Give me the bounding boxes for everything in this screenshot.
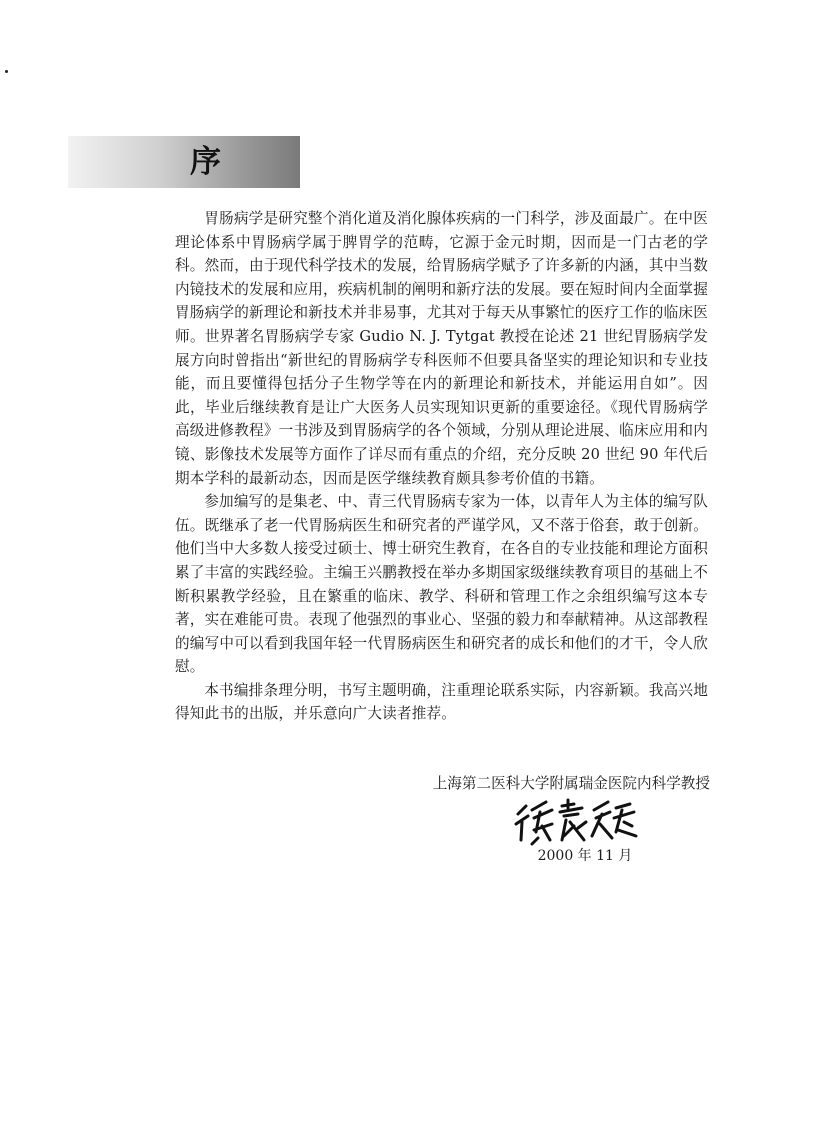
author-affiliation: 上海第二医科大学附属瑞金医院内科学教授 bbox=[432, 775, 710, 792]
preface-body bbox=[175, 207, 708, 726]
scan-artifact-dot bbox=[5, 70, 8, 73]
page-title: 序 bbox=[190, 144, 222, 180]
signature-date: 2000 年 11 月 bbox=[537, 848, 633, 864]
header-band bbox=[68, 136, 300, 188]
paragraph-3: 本书编排条理分明，书写主题明确，注重理论联系实际，内容新颖。我高兴地得知此书的出版，并乐意向广大读者推荐。 bbox=[175, 681, 708, 723]
paragraph-2: 参加编写的是集老、中、青三代胃肠病专家为一体，以青年人为主体的编写队伍。既继承了老一代胃肠病医生和研究者的严谨学风，又不落于俗套，敢于创新。他们当中大多数人接受过硕士、博士研究生教育，在各自的专业技能和理论方面积累了丰富的实践经验。主编王兴鹏教授在举办多期国家级继续教育项目的基础上不断积累教学经验，且在繁重的临床、教学、科研和管理工作之余组织编写这本专著，实在难能可贵。表现了他强烈的事业心、坚强的毅力和奉献精神。从这部教程的编写中可以看到我国年轻一代胃肠病医生和研究者的成长和他们的才干，令人欣慰。 bbox=[175, 493, 708, 676]
paragraph-1: 胃肠病学是研究整个消化道及消化腺体疾病的一门科学，涉及面最广。在中医理论体系中胃肠病学属于脾胃学的范畴，它源于金元时期，因而是一门古老的学科。然而，由于现代科学技术的发展，给胃肠病学赋予了许多新的内涵，其中当数内镜技术的发展和应用，疾病机制的阐明和新疗法的发展。要在短时间内全面掌握胃肠病学的新理论和新技术并非易事，尤其对于每天从事繁忙的医疗工作的临床医师。世界著名胃肠病学专家 Gudio N. J. Tytgat 教授在论述 21 世纪胃肠病学发展方向时曾指出“新世纪的胃肠病学专科医师不但要具备坚实的理论知识和专业技能，而且要懂得包括分子生物学等在内的新理论和新技术，并能运用自如”。因此，毕业后继续教育是让广大医务人员实现知识更新的重要途径。《现代胃肠病学高级进修教程》一书涉及到胃肠病学的各个领域，分别从理论进展、临床应用和内镜、影像技术发展等方面作了详尽而有重点的介绍，充分反映 20 世纪 90 年代后期本学科的最新动态，因而是医学继续教育颇具参考价值的书籍。 bbox=[175, 210, 708, 487]
handwritten-signature bbox=[512, 796, 652, 848]
